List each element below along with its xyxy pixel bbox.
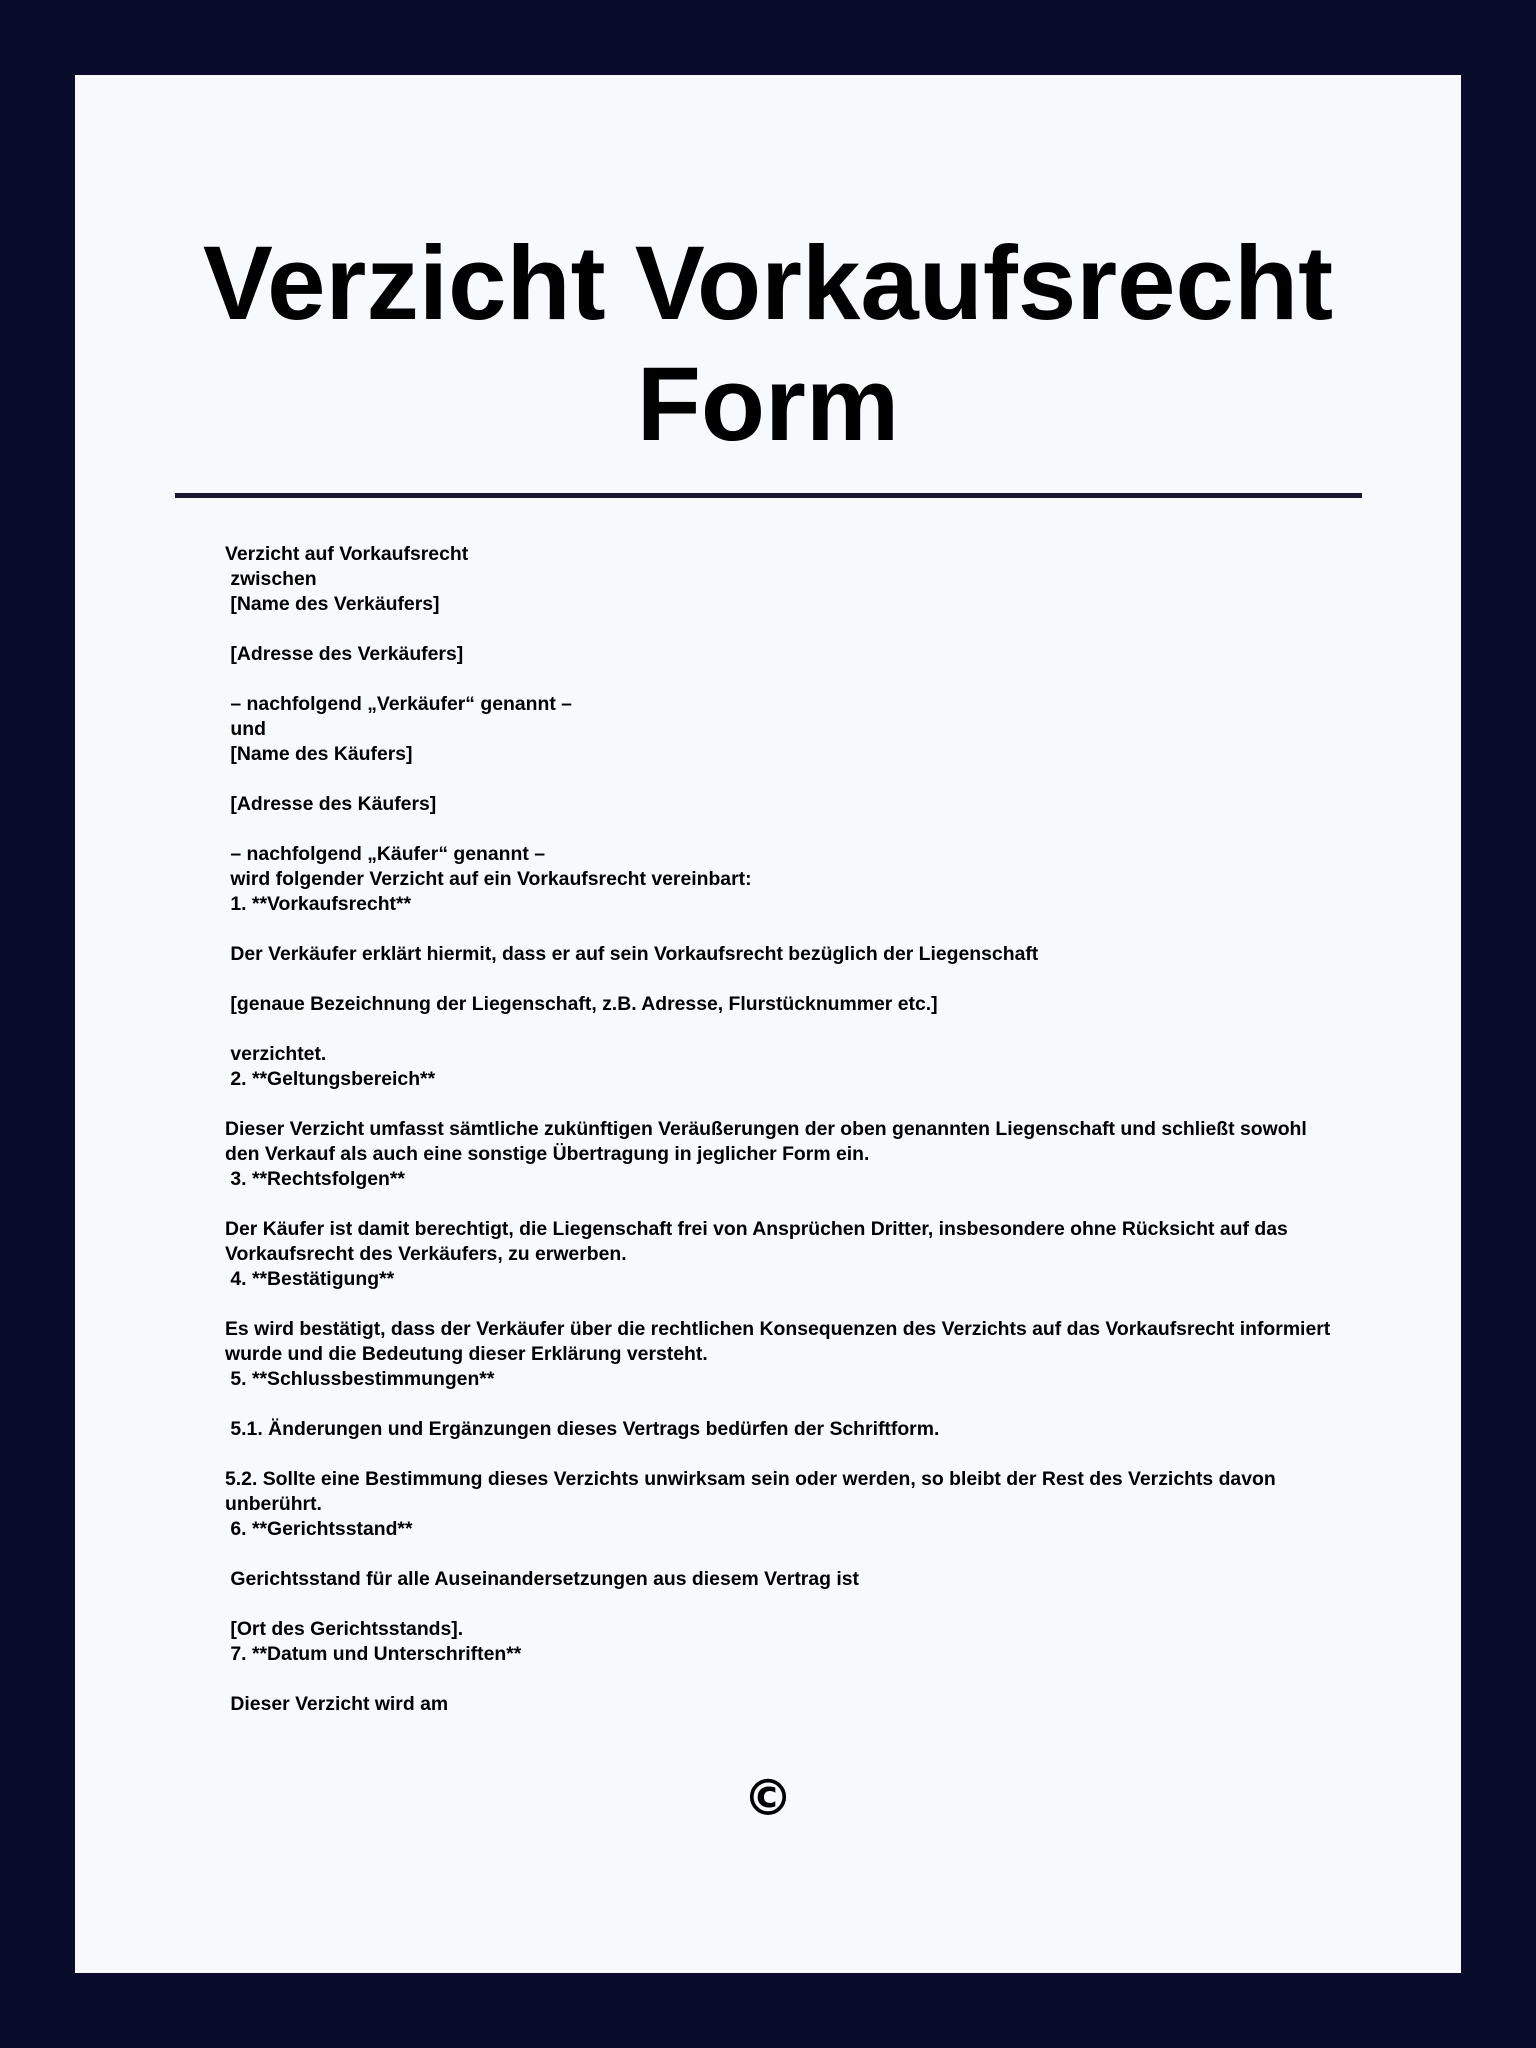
document-body: Verzicht auf Vorkaufsrecht zwischen [Name des Verkäufers] [Adresse des Verkäufers] – nachfolgend „Verkäufer“ genannt – und [Name des Käufers] [Adresse des Käufers] – nachfolgend „Käufer“ genannt – wird folgender Verzicht auf ein Vorkaufsrecht vereinbart: 1. **Vorkaufsrecht** Der Verkäufer erklärt hiermit, dass er auf sein Vorkaufsrecht bezüglich der Liegenschaft [genaue Bezeichnung der Liegenschaft, z.B. Adresse, Flurstücknummer etc.] verzichtet. 2. **Geltungsbereich** Dieser Verzicht umfasst sämtliche zukünftigen Veräußerungen der oben genannten Liegenschaft und schließt sowohl den Verkauf als auch eine sonstige Übertragung in jeglicher Form ein. 3. **Rechtsfolgen** Der Käufer ist damit berechtigt, die Liegenschaft frei von Ansprüchen Dritter, insbesondere ohne Rücksicht auf das Vorkaufsrecht des Verkäufers, zu erwerben. 4. **Bestätigung** Es wird bestätigt, dass der Verkäufer über die rechtlichen Konsequenzen des Verzichts auf das Vorkaufsrecht informiert wurde und die Bedeutung dieser Erklärung versteht. 5. **Schlussbestimmungen** 5.1. Änderungen und Ergänzungen dieses Vertrags bedürfen der Schriftform. 5.2. Sollte eine Bestimmung dieses Verzichts unwirksam sein oder werden, so bleibt der Rest des Verzichts davon unberührt. 6. **Gerichtsstand** Gerichtsstand für alle Auseinandersetzungen aus diesem Vertrag ist [Ort des Gerichtsstands]. 7. **Datum und Unterschriften** Dieser Verzicht wird am bbox=[225, 543, 1331, 1715]
document-title: Verzicht Vorkaufsrecht Form bbox=[202, 225, 1334, 463]
title-divider bbox=[175, 493, 1362, 498]
copyright-icon: © bbox=[743, 1769, 793, 1827]
document-page bbox=[75, 75, 1461, 1973]
